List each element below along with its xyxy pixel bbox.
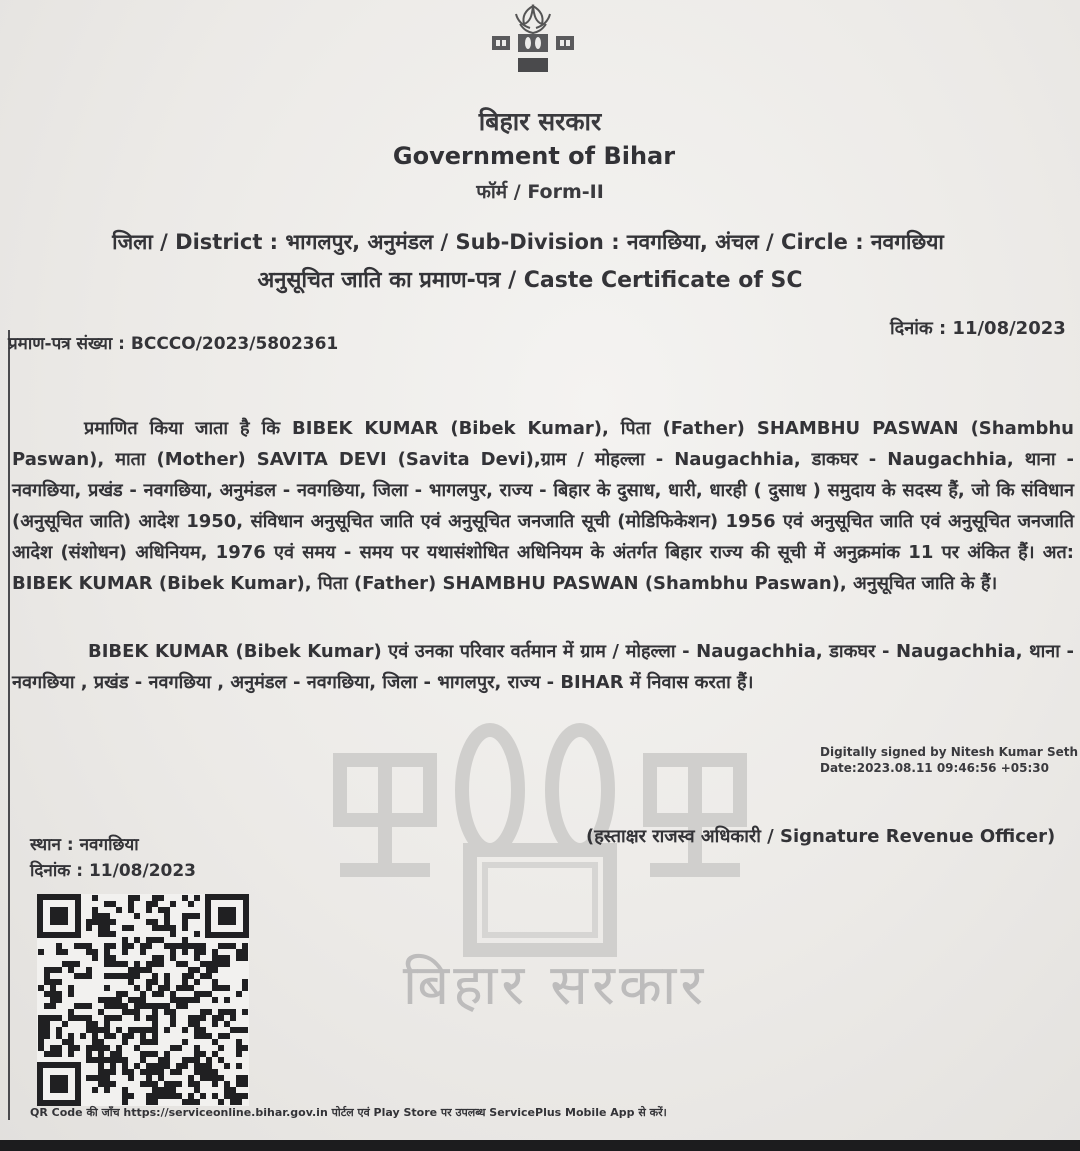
header-title-hindi: बिहार सरकार — [478, 107, 602, 136]
header-form: फॉर्म / Form-II — [476, 181, 604, 203]
left-border-line — [8, 330, 10, 1120]
issue-date: दिनांक : 11/08/2023 — [890, 318, 1066, 339]
place-label: स्थान : नवगछिया — [30, 835, 139, 855]
header-certificate-title: अनुसूचित जाति का प्रमाण-पत्र / Caste Certificate of SC — [257, 268, 803, 293]
state-emblem-icon — [486, 2, 580, 76]
certificate-number: प्रमाण-पत्र संख्या : BCCCO/2023/5802361 — [8, 334, 339, 354]
digital-signature-line-2: Date:2023.08.11 09:46:56 +05:30 — [820, 761, 1049, 775]
watermark-text: बिहार सरकार — [402, 953, 708, 1018]
qr-code-icon — [37, 894, 249, 1106]
signature-label: (हस्ताक्षर राजस्व अधिकारी / Signature Revenue Officer) — [586, 826, 1056, 847]
footer-date: दिनांक : 11/08/2023 — [30, 861, 197, 881]
body-paragraph-2: BIBEK KUMAR (Bibek Kumar) एवं उनका परिवार वर्तमान में ग्राम / मोहल्ला - Naugachhia, डाकघर - Naugachhia, थाना - नवगछिया , प्रखंड - नवगछिया , अनुमंडल - नवगछिया, जिला - भागलपुर, राज्य - BIHAR में निवास करता हैं। — [12, 641, 1074, 693]
bottom-edge — [0, 1140, 1080, 1151]
qr-verification-note: QR Code की जाँच https://serviceonline.bihar.gov.in पोर्टल एवं Play Store पर उपलब्ध ServicePlus Mobile App से करें। — [30, 1106, 667, 1119]
body-paragraph-1: प्रमाणित किया जाता है कि BIBEK KUMAR (Bibek Kumar), पिता (Father) SHAMBHU PASWAN (Shambhu Paswan), माता (Mother) SAVITA DEVI (Savita Devi),ग्राम / मोहल्ला - Naugachhia, डाकघर - Naugachhia, थाना - नवगछिया, प्रखंड - नवगछिया, अनुमंडल - नवगछिया, जिला - भागलपुर, राज्य - बिहार के दुसाध, धारी, धारही ( दुसाध ) समुदाय के सदस्य हैं, जो कि संविधान (अनुसूचित जाति) आदेश 1950, संविधान अनुसूचित जाति एवं अनुसूचित जनजाति सूची (मोडिफिकेशन) 1956 एवं अनुसूचित जाति एवं अनुसूचित जनजाति आदेश (संशोधन) अधिनियम, 1976 एवं समय - समय पर यथासंशोधित अधिनियम के अंतर्गत बिहार राज्य की सूची में अनुक्रमांक 11 पर अंकित हैं। अत: BIBEK KUMAR (Bibek Kumar), पिता (Father) SHAMBHU PASWAN (Shambhu Paswan), अनुसूचित जाति के हैं। — [12, 418, 1074, 594]
header-district-line: जिला / District : भागलपुर, अनुमंडल / Sub-Division : नवगछिया, अंचल / Circle : नवगछिया — [112, 230, 944, 254]
header-title-english: Government of Bihar — [392, 142, 676, 170]
digital-signature-line-1: Digitally signed by Nitesh Kumar Seth — [820, 745, 1079, 759]
digital-signature-block — [820, 744, 1078, 776]
